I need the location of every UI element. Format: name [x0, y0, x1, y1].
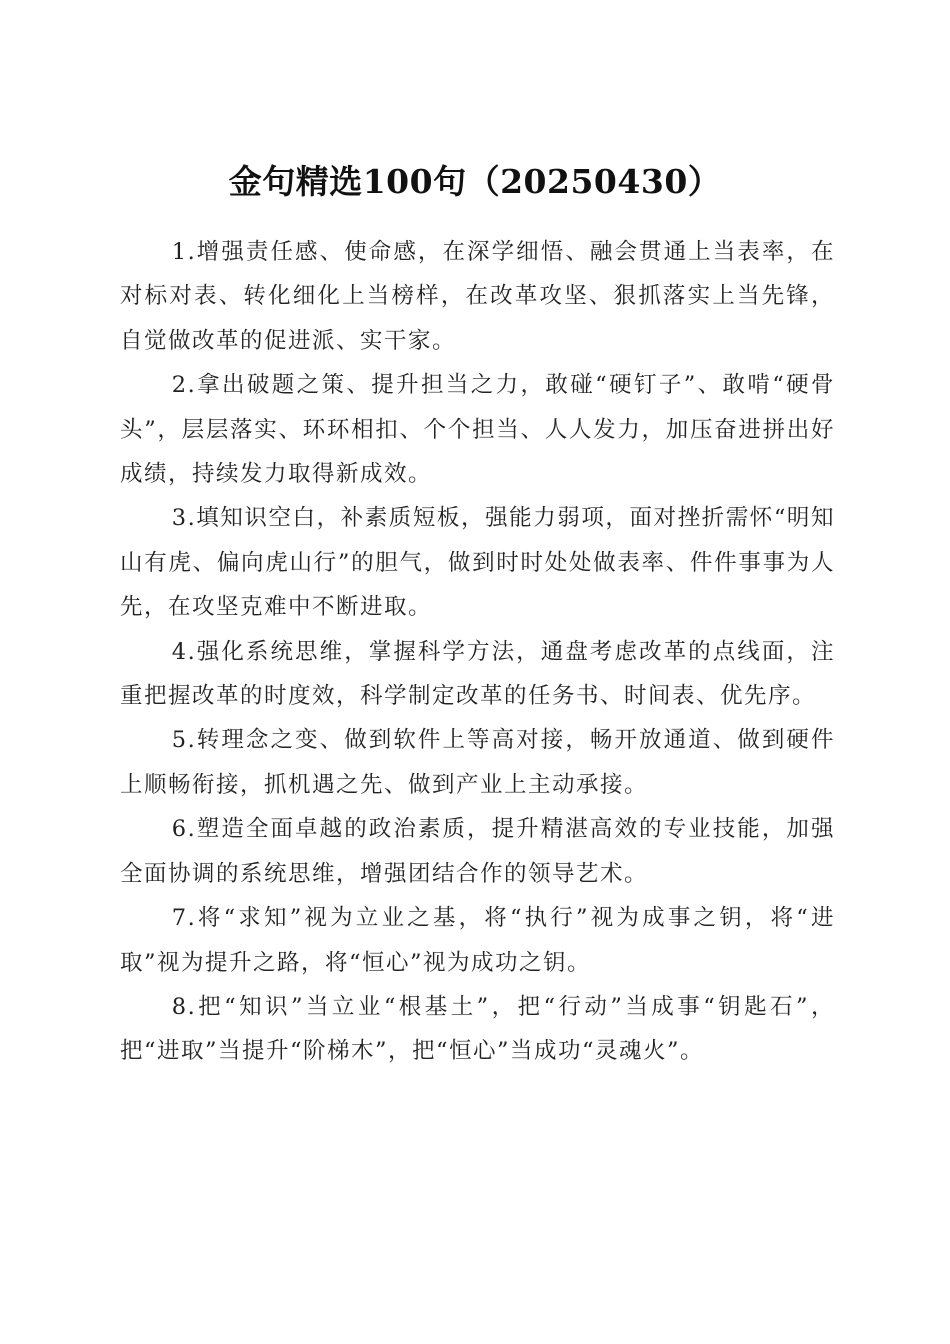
paragraph-6: 6.塑造全面卓越的政治素质，提升精湛高效的专业技能，加强全面协调的系统思维，增强团结合作的领导艺术。: [120, 816, 835, 887]
paragraph-4: 4.强化系统思维，掌握科学方法，通盘考虑改革的点线面，注重把握改革的时度效，科学制定改革的任务书、时间表、优先序。: [120, 638, 835, 710]
document-title: 金句精选100句（20250430）: [228, 162, 722, 202]
paragraph-3: 3.填知识空白，补素质短板，强能力弱项，面对挫折需怀“明知山有虎、偏向虎山行”的胆气，做到时时处处做表率、件件事事为人先，在攻坚克难中不断进取。: [120, 505, 835, 621]
paragraph-5: 5.转理念之变、做到软件上等高对接，畅开放通道、做到硬件上顺畅衔接，抓机遇之先、做到产业上主动承接。: [120, 727, 835, 798]
paragraph-2: 2.拿出破题之策、提升担当之力，敢碰“硬钉子”、敢啃“硬骨头”，层层落实、环环相扣、个个担当、人人发力，加压奋进拼出好成绩，持续发力取得新成效。: [120, 372, 835, 488]
paragraph-1: 1.增强责任感、使命感，在深学细悟、融会贯通上当表率，在对标对表、转化细化上当榜样，在改革攻坚、狠抓落实上当先锋，自觉做改革的促进派、实干家。: [120, 239, 835, 354]
paragraph-7: 7.将“求知”视为立业之基，将“执行”视为成事之钥，将“进取”视为提升之路，将“恒心”视为成功之钥。: [120, 905, 835, 976]
paragraph-8: 8.把“知识”当立业“根基土”，把“行动”当成事“钥匙石”，把“进取”当提升“阶梯木”，把“恒心”当成功“灵魂火”。: [120, 993, 835, 1065]
document-body: [120, 230, 835, 1074]
